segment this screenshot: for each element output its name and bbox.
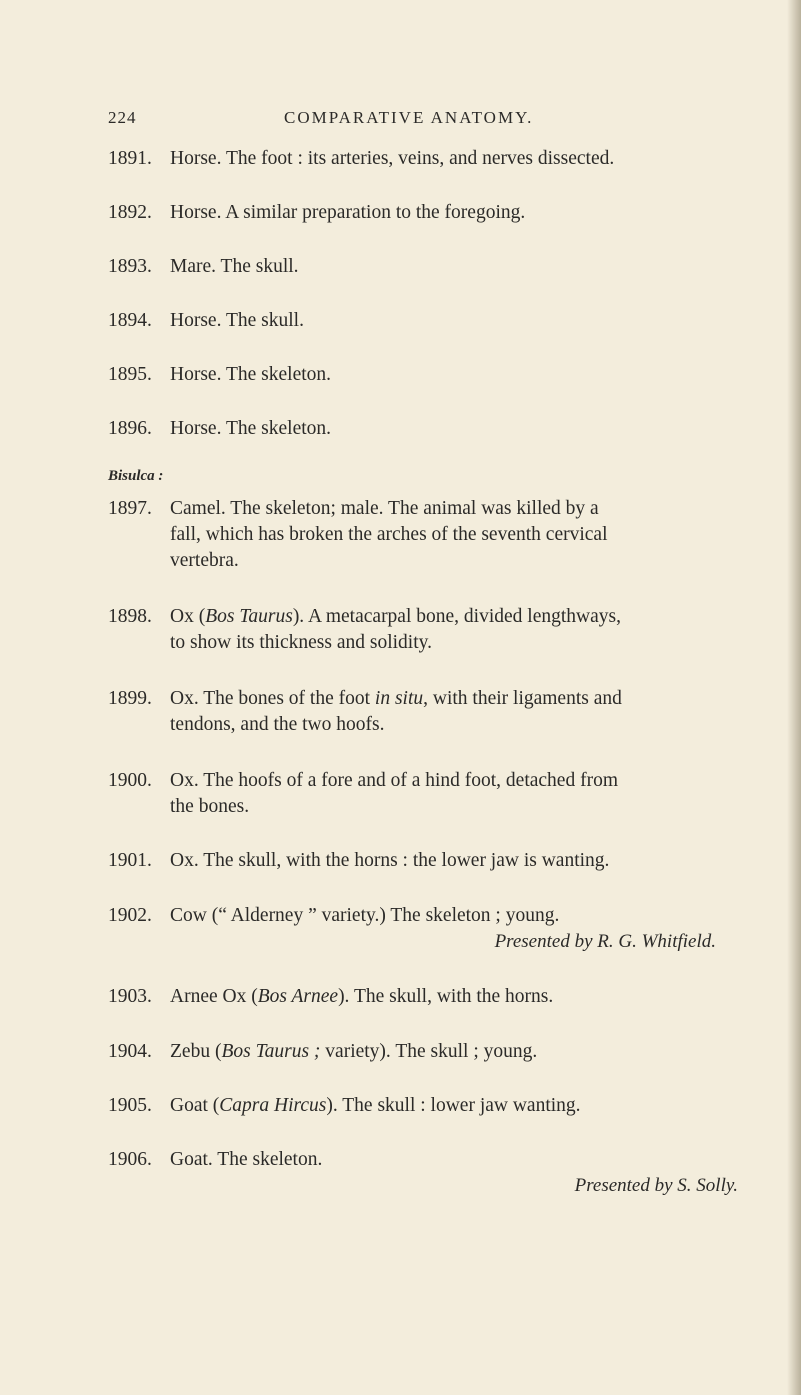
running-title: COMPARATIVE ANATOMY. [284,108,534,127]
catalogue-entry [108,308,738,334]
catalogue-entry [108,146,738,172]
catalogue-entry [108,416,738,442]
catalogue-entry [108,1093,738,1119]
entry-text: Horse. The skull. [170,310,304,331]
catalogue-entry [108,200,738,226]
catalogue-entry [108,604,738,656]
catalogue-entry [108,496,738,574]
entry-number: 1903. [108,986,152,1007]
scientific-name: Bos Taurus ; [221,1041,321,1062]
entry-number: 1905. [108,1095,152,1116]
running-header [108,108,728,134]
scientific-name: Capra Hircus [219,1095,327,1116]
entry-number: 1902. [108,905,152,926]
entry-text: Ox. The bones of the foot [170,688,375,709]
entry-text: Horse. The skeleton. [170,418,332,439]
entry-text: ). A metacarpal bone, divided lengthways, [292,606,621,627]
latin-phrase: in situ [374,688,424,709]
entry-continuation: tendons, and the two hoofs. [170,714,385,735]
entry-number: 1900. [108,770,152,791]
catalogue-entry [108,1039,738,1065]
entry-number: 1906. [108,1149,152,1170]
entry-continuation: vertebra. [170,550,239,571]
entry-number: 1891. [108,148,152,169]
entry-number: 1901. [108,850,152,871]
entry-number: 1893. [108,256,152,277]
scientific-name: Bos Arnee [257,986,339,1007]
entry-number: 1898. [108,606,152,627]
entry-text: , with their ligaments and [423,688,622,709]
entry-continuation: fall, which has broken the arches of the seventh cervical [170,524,608,545]
entry-number: 1897. [108,498,152,519]
catalogue-entry [108,362,738,388]
entry-number: 1894. [108,310,152,331]
entry-continuation: to show its thickness and solidity. [170,632,432,653]
page-edge-shadow [787,0,801,1395]
catalogue-entry [108,686,738,738]
entry-text: Ox. The hoofs of a fore and of a hind foot, detached from [170,770,618,791]
entry-number: 1892. [108,202,152,223]
catalogue-entry [108,768,738,820]
entry-text: ). The skull, with the horns. [338,986,554,1007]
presented-by-credit: Presented by R. G. Whitfield. [494,931,716,952]
entry-text: Camel. The skeleton; male. The animal was killed by a [170,498,599,519]
entry-number: 1904. [108,1041,152,1062]
catalogue-entry [108,1147,738,1199]
entry-text: Horse. The foot : its arteries, veins, and nerves dissected. [170,148,615,169]
entry-text: Arnee Ox ( [170,986,258,1007]
catalogue-entry [108,848,738,874]
entry-text: Ox ( [170,606,206,627]
entry-text: Zebu ( [170,1041,222,1062]
section-subheading: Bisulca : [108,468,164,484]
entry-text: ). The skull : lower jaw wanting. [326,1095,581,1116]
catalogue-entry [108,903,738,955]
entry-number: 1899. [108,688,152,709]
entry-text: Goat. The skeleton. [170,1149,323,1170]
entry-text: Horse. The skeleton. [170,364,332,385]
scientific-name: Bos Taurus [205,606,293,627]
entry-text: Ox. The skull, with the horns : the lower jaw is wanting. [170,850,610,871]
entry-text: variety). The skull ; young. [320,1041,538,1062]
entry-text: Cow (“ Alderney ” variety.) The skeleton ; young. [170,905,560,926]
page-number: 224 [108,108,137,127]
entry-continuation: the bones. [170,796,250,817]
entry-text: Mare. The skull. [170,256,299,277]
catalogue-entry [108,254,738,280]
catalogue-entry [108,984,738,1010]
entry-text: Horse. A similar preparation to the foregoing. [170,202,526,223]
entry-number: 1895. [108,364,152,385]
presented-by-credit: Presented by S. Solly. [574,1175,738,1196]
entry-number: 1896. [108,418,152,439]
entry-text: Goat ( [170,1095,220,1116]
